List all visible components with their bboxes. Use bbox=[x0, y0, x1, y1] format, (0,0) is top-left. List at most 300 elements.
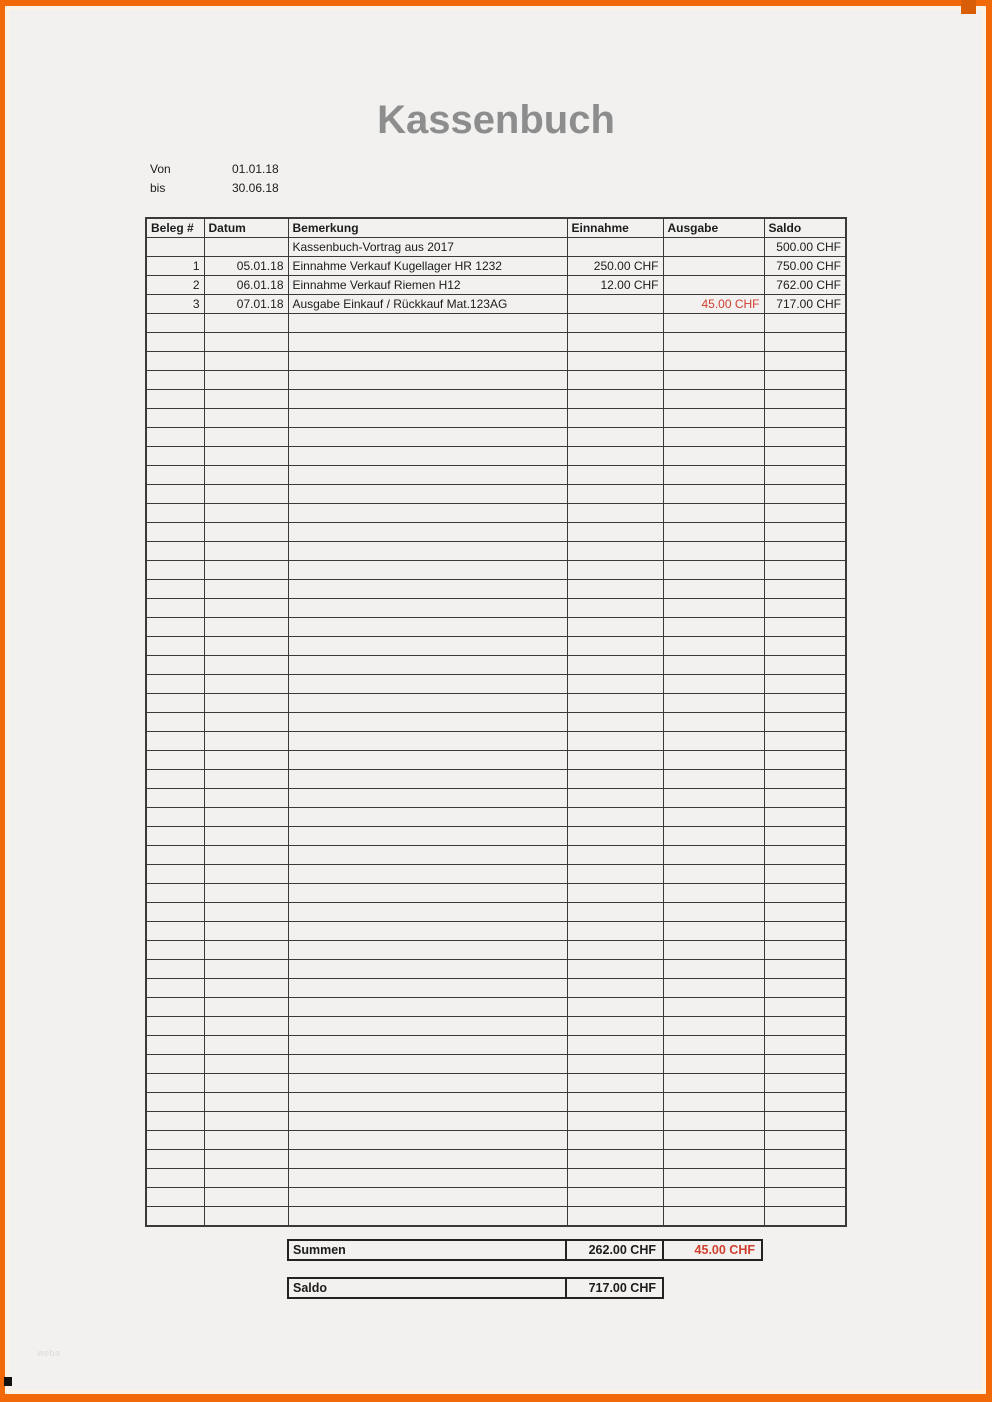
cell-einnahme[interactable] bbox=[567, 1093, 663, 1112]
cell-ausgabe[interactable] bbox=[663, 637, 764, 656]
cell-datum[interactable] bbox=[204, 390, 288, 409]
cell-saldo[interactable] bbox=[764, 352, 846, 371]
cell-ausgabe[interactable] bbox=[663, 865, 764, 884]
cell-ausgabe[interactable] bbox=[663, 1150, 764, 1169]
cell-beleg[interactable] bbox=[146, 1188, 204, 1207]
cell-einnahme[interactable] bbox=[567, 865, 663, 884]
cell-einnahme[interactable] bbox=[567, 808, 663, 827]
cell-beleg[interactable] bbox=[146, 352, 204, 371]
cell-bemerkung[interactable] bbox=[288, 314, 567, 333]
cell-beleg[interactable] bbox=[146, 865, 204, 884]
cell-ausgabe[interactable] bbox=[663, 523, 764, 542]
cell-bemerkung[interactable] bbox=[288, 542, 567, 561]
cell-datum[interactable] bbox=[204, 618, 288, 637]
cell-einnahme[interactable] bbox=[567, 1074, 663, 1093]
cell-beleg[interactable] bbox=[146, 789, 204, 808]
cell-saldo[interactable] bbox=[764, 808, 846, 827]
cell-datum[interactable] bbox=[204, 1112, 288, 1131]
cell-bemerkung[interactable] bbox=[288, 1055, 567, 1074]
cell-bemerkung[interactable] bbox=[288, 390, 567, 409]
cell-saldo[interactable] bbox=[764, 656, 846, 675]
cell-bemerkung[interactable] bbox=[288, 789, 567, 808]
cell-einnahme[interactable] bbox=[567, 314, 663, 333]
cell-ausgabe[interactable] bbox=[663, 713, 764, 732]
cell-datum[interactable] bbox=[204, 1074, 288, 1093]
cell-beleg[interactable] bbox=[146, 485, 204, 504]
cell-einnahme[interactable] bbox=[567, 409, 663, 428]
cell-bemerkung[interactable] bbox=[288, 1074, 567, 1093]
cell-datum[interactable] bbox=[204, 1055, 288, 1074]
cell-datum[interactable] bbox=[204, 675, 288, 694]
cell-bemerkung[interactable] bbox=[288, 941, 567, 960]
cell-beleg[interactable] bbox=[146, 846, 204, 865]
cell-ausgabe[interactable] bbox=[663, 1074, 764, 1093]
cell-bemerkung[interactable] bbox=[288, 447, 567, 466]
cell-datum[interactable] bbox=[204, 903, 288, 922]
cell-ausgabe[interactable] bbox=[663, 390, 764, 409]
cell-datum[interactable] bbox=[204, 941, 288, 960]
cell-ausgabe[interactable] bbox=[663, 732, 764, 751]
cell-bemerkung[interactable] bbox=[288, 1188, 567, 1207]
cell-beleg[interactable] bbox=[146, 523, 204, 542]
cell-bemerkung[interactable] bbox=[288, 922, 567, 941]
cell-bemerkung[interactable] bbox=[288, 580, 567, 599]
cell-datum[interactable] bbox=[204, 523, 288, 542]
cell-beleg[interactable] bbox=[146, 713, 204, 732]
cell-ausgabe[interactable] bbox=[663, 1036, 764, 1055]
cell-saldo[interactable] bbox=[764, 314, 846, 333]
cell-beleg[interactable] bbox=[146, 1074, 204, 1093]
cell-beleg[interactable] bbox=[146, 314, 204, 333]
cell-bemerkung[interactable] bbox=[288, 1093, 567, 1112]
cell-beleg[interactable] bbox=[146, 580, 204, 599]
cell-saldo[interactable] bbox=[764, 580, 846, 599]
cell-ausgabe[interactable] bbox=[663, 618, 764, 637]
cell-einnahme[interactable] bbox=[567, 371, 663, 390]
cell-beleg[interactable] bbox=[146, 409, 204, 428]
cell-saldo[interactable] bbox=[764, 1112, 846, 1131]
cell-bemerkung[interactable] bbox=[288, 846, 567, 865]
cell-beleg[interactable] bbox=[146, 1036, 204, 1055]
cell-beleg[interactable] bbox=[146, 1017, 204, 1036]
cell-datum[interactable] bbox=[204, 998, 288, 1017]
cell-beleg[interactable] bbox=[146, 732, 204, 751]
cell-ausgabe[interactable] bbox=[663, 1112, 764, 1131]
cell-saldo[interactable] bbox=[764, 409, 846, 428]
cell-einnahme[interactable] bbox=[567, 1017, 663, 1036]
cell-saldo[interactable] bbox=[764, 675, 846, 694]
cell-beleg[interactable] bbox=[146, 599, 204, 618]
cell-beleg[interactable] bbox=[146, 447, 204, 466]
cell-saldo[interactable] bbox=[764, 1188, 846, 1207]
cell-bemerkung[interactable] bbox=[288, 808, 567, 827]
cell-ausgabe[interactable] bbox=[663, 960, 764, 979]
cell-einnahme[interactable] bbox=[567, 998, 663, 1017]
cell-ausgabe[interactable] bbox=[663, 827, 764, 846]
cell-ausgabe[interactable] bbox=[663, 789, 764, 808]
cell-saldo[interactable] bbox=[764, 428, 846, 447]
cell-saldo[interactable] bbox=[764, 979, 846, 998]
cell-datum[interactable] bbox=[204, 1207, 288, 1226]
cell-saldo[interactable] bbox=[764, 504, 846, 523]
cell-datum[interactable] bbox=[204, 751, 288, 770]
cell-einnahme[interactable] bbox=[567, 1188, 663, 1207]
cell-datum[interactable] bbox=[204, 770, 288, 789]
cell-ausgabe[interactable] bbox=[663, 409, 764, 428]
cell-einnahme[interactable] bbox=[567, 466, 663, 485]
cell-saldo[interactable] bbox=[764, 1093, 846, 1112]
cell-einnahme[interactable] bbox=[567, 656, 663, 675]
cell-einnahme[interactable] bbox=[567, 1169, 663, 1188]
cell-bemerkung[interactable] bbox=[288, 599, 567, 618]
cell-bemerkung[interactable] bbox=[288, 523, 567, 542]
cell-beleg[interactable] bbox=[146, 979, 204, 998]
cell-ausgabe[interactable] bbox=[663, 1017, 764, 1036]
cell-beleg[interactable] bbox=[146, 1169, 204, 1188]
cell-einnahme[interactable] bbox=[567, 1036, 663, 1055]
cell-bemerkung[interactable] bbox=[288, 618, 567, 637]
cell-beleg[interactable] bbox=[146, 675, 204, 694]
cell-saldo[interactable] bbox=[764, 333, 846, 352]
cell-einnahme[interactable] bbox=[567, 751, 663, 770]
cell-bemerkung[interactable] bbox=[288, 884, 567, 903]
cell-datum[interactable] bbox=[204, 979, 288, 998]
cell-bemerkung[interactable] bbox=[288, 352, 567, 371]
cell-beleg[interactable] bbox=[146, 1093, 204, 1112]
cell-datum[interactable] bbox=[204, 1093, 288, 1112]
cell-ausgabe[interactable] bbox=[663, 770, 764, 789]
cell-bemerkung[interactable] bbox=[288, 409, 567, 428]
cell-bemerkung[interactable] bbox=[288, 979, 567, 998]
cell-beleg[interactable] bbox=[146, 618, 204, 637]
cell-ausgabe[interactable] bbox=[663, 675, 764, 694]
cell-saldo[interactable] bbox=[764, 542, 846, 561]
cell-bemerkung[interactable] bbox=[288, 827, 567, 846]
cell-beleg[interactable] bbox=[146, 998, 204, 1017]
period-to-value[interactable]: 30.06.18 bbox=[232, 181, 279, 195]
cell-ausgabe[interactable] bbox=[663, 352, 764, 371]
cell-beleg[interactable] bbox=[146, 466, 204, 485]
cell-einnahme[interactable] bbox=[567, 428, 663, 447]
cell-beleg[interactable] bbox=[146, 903, 204, 922]
cell-datum[interactable] bbox=[204, 542, 288, 561]
cell-ausgabe[interactable] bbox=[663, 485, 764, 504]
cell-einnahme[interactable] bbox=[567, 713, 663, 732]
cell-datum[interactable] bbox=[204, 409, 288, 428]
cell-einnahme[interactable] bbox=[567, 333, 663, 352]
cell-einnahme[interactable] bbox=[567, 352, 663, 371]
cell-ausgabe[interactable] bbox=[663, 580, 764, 599]
cell-ausgabe[interactable] bbox=[663, 979, 764, 998]
cell-beleg[interactable] bbox=[146, 390, 204, 409]
cell-ausgabe[interactable] bbox=[663, 846, 764, 865]
cell-datum[interactable] bbox=[204, 637, 288, 656]
cell-einnahme[interactable] bbox=[567, 1112, 663, 1131]
cell-ausgabe[interactable] bbox=[663, 941, 764, 960]
cell-ausgabe[interactable] bbox=[663, 751, 764, 770]
cell-ausgabe[interactable] bbox=[663, 447, 764, 466]
cell-datum[interactable] bbox=[204, 922, 288, 941]
cell-datum[interactable] bbox=[204, 238, 288, 257]
cell-saldo[interactable] bbox=[764, 1150, 846, 1169]
cell-bemerkung[interactable] bbox=[288, 333, 567, 352]
cell-bemerkung[interactable] bbox=[288, 1150, 567, 1169]
cell-datum[interactable] bbox=[204, 1131, 288, 1150]
cell-bemerkung[interactable] bbox=[288, 485, 567, 504]
cell-einnahme[interactable] bbox=[567, 789, 663, 808]
cell-datum[interactable] bbox=[204, 333, 288, 352]
cell-ausgabe[interactable] bbox=[663, 808, 764, 827]
cell-saldo[interactable] bbox=[764, 371, 846, 390]
cell-saldo[interactable] bbox=[764, 390, 846, 409]
cell-datum[interactable] bbox=[204, 1150, 288, 1169]
cell-einnahme[interactable] bbox=[567, 523, 663, 542]
cell-ausgabe[interactable] bbox=[663, 257, 764, 276]
cell-bemerkung[interactable] bbox=[288, 504, 567, 523]
cell-datum[interactable] bbox=[204, 1017, 288, 1036]
cell-einnahme[interactable] bbox=[567, 960, 663, 979]
cell-beleg[interactable] bbox=[146, 1055, 204, 1074]
cell-bemerkung[interactable] bbox=[288, 1036, 567, 1055]
cell-ausgabe[interactable] bbox=[663, 428, 764, 447]
cell-einnahme[interactable] bbox=[567, 1055, 663, 1074]
cell-einnahme[interactable] bbox=[567, 846, 663, 865]
cell-beleg[interactable] bbox=[146, 1112, 204, 1131]
cell-bemerkung[interactable] bbox=[288, 732, 567, 751]
cell-einnahme[interactable] bbox=[567, 979, 663, 998]
cell-saldo[interactable] bbox=[764, 1055, 846, 1074]
cell-bemerkung[interactable] bbox=[288, 713, 567, 732]
cell-saldo[interactable] bbox=[764, 865, 846, 884]
cell-saldo[interactable] bbox=[764, 485, 846, 504]
cell-datum[interactable] bbox=[204, 960, 288, 979]
cell-ausgabe[interactable] bbox=[663, 922, 764, 941]
cell-beleg[interactable] bbox=[146, 238, 204, 257]
cell-saldo[interactable] bbox=[764, 1017, 846, 1036]
cell-ausgabe[interactable] bbox=[663, 276, 764, 295]
cell-ausgabe[interactable] bbox=[663, 884, 764, 903]
cell-saldo[interactable] bbox=[764, 941, 846, 960]
cell-saldo[interactable] bbox=[764, 827, 846, 846]
cell-datum[interactable] bbox=[204, 846, 288, 865]
cell-beleg[interactable] bbox=[146, 371, 204, 390]
cell-saldo[interactable] bbox=[764, 789, 846, 808]
cell-ausgabe[interactable] bbox=[663, 371, 764, 390]
cell-saldo[interactable] bbox=[764, 523, 846, 542]
column-header-saldo: Saldo bbox=[764, 218, 846, 238]
cell-beleg[interactable] bbox=[146, 770, 204, 789]
cell-bemerkung[interactable] bbox=[288, 1017, 567, 1036]
cell-ausgabe[interactable] bbox=[663, 599, 764, 618]
cell-datum[interactable] bbox=[204, 599, 288, 618]
cell-einnahme[interactable] bbox=[567, 295, 663, 314]
cell-ausgabe[interactable] bbox=[663, 542, 764, 561]
cell-datum[interactable] bbox=[204, 371, 288, 390]
cell-saldo[interactable] bbox=[764, 1131, 846, 1150]
cell-einnahme[interactable] bbox=[567, 390, 663, 409]
cell-saldo[interactable] bbox=[764, 599, 846, 618]
cell-einnahme[interactable] bbox=[567, 941, 663, 960]
cell-datum[interactable] bbox=[204, 656, 288, 675]
cell-ausgabe[interactable] bbox=[663, 1207, 764, 1226]
cell-einnahme[interactable] bbox=[567, 694, 663, 713]
cell-datum[interactable] bbox=[204, 561, 288, 580]
cell-saldo[interactable] bbox=[764, 960, 846, 979]
cell-ausgabe[interactable] bbox=[663, 998, 764, 1017]
cell-bemerkung[interactable] bbox=[288, 656, 567, 675]
cell-beleg[interactable] bbox=[146, 694, 204, 713]
cell-einnahme[interactable] bbox=[567, 770, 663, 789]
cell-bemerkung[interactable] bbox=[288, 1169, 567, 1188]
cell-einnahme[interactable] bbox=[567, 637, 663, 656]
cell-einnahme[interactable] bbox=[567, 675, 663, 694]
cell-saldo[interactable] bbox=[764, 1169, 846, 1188]
cell-einnahme[interactable] bbox=[567, 618, 663, 637]
cell-einnahme[interactable] bbox=[567, 903, 663, 922]
cell-saldo[interactable] bbox=[764, 637, 846, 656]
cell-beleg[interactable] bbox=[146, 922, 204, 941]
cell-saldo[interactable] bbox=[764, 903, 846, 922]
cell-saldo[interactable] bbox=[764, 1074, 846, 1093]
cell-datum[interactable] bbox=[204, 485, 288, 504]
cell-bemerkung[interactable] bbox=[288, 1207, 567, 1226]
cell-saldo[interactable] bbox=[764, 561, 846, 580]
cell-datum[interactable] bbox=[204, 447, 288, 466]
cell-einnahme[interactable] bbox=[567, 542, 663, 561]
cell-beleg[interactable] bbox=[146, 827, 204, 846]
cell-saldo[interactable] bbox=[764, 1036, 846, 1055]
cell-bemerkung[interactable] bbox=[288, 1112, 567, 1131]
cell-datum[interactable] bbox=[204, 1036, 288, 1055]
cell-bemerkung[interactable] bbox=[288, 751, 567, 770]
cell-ausgabe[interactable] bbox=[663, 656, 764, 675]
cell-saldo[interactable] bbox=[764, 751, 846, 770]
cell-beleg[interactable] bbox=[146, 941, 204, 960]
cell-saldo[interactable] bbox=[764, 922, 846, 941]
cell-ausgabe[interactable] bbox=[663, 1093, 764, 1112]
cell-einnahme[interactable] bbox=[567, 732, 663, 751]
cell-einnahme[interactable] bbox=[567, 561, 663, 580]
cell-einnahme[interactable] bbox=[567, 485, 663, 504]
cell-beleg[interactable] bbox=[146, 751, 204, 770]
cell-ausgabe[interactable] bbox=[663, 314, 764, 333]
cell-bemerkung[interactable] bbox=[288, 960, 567, 979]
cell-beleg[interactable] bbox=[146, 504, 204, 523]
cell-einnahme[interactable] bbox=[567, 504, 663, 523]
cell-ausgabe[interactable] bbox=[663, 466, 764, 485]
cell-beleg[interactable] bbox=[146, 428, 204, 447]
cell-einnahme[interactable] bbox=[567, 238, 663, 257]
cell-datum[interactable] bbox=[204, 466, 288, 485]
cell-bemerkung[interactable] bbox=[288, 428, 567, 447]
cell-saldo[interactable] bbox=[764, 618, 846, 637]
cell-datum[interactable] bbox=[204, 884, 288, 903]
cell-beleg[interactable] bbox=[146, 884, 204, 903]
cell-einnahme[interactable] bbox=[567, 1150, 663, 1169]
cell-beleg[interactable] bbox=[146, 561, 204, 580]
cell-datum[interactable] bbox=[204, 827, 288, 846]
cell-beleg[interactable] bbox=[146, 656, 204, 675]
cell-datum[interactable] bbox=[204, 713, 288, 732]
cell-bemerkung[interactable] bbox=[288, 675, 567, 694]
cell-bemerkung[interactable] bbox=[288, 466, 567, 485]
empty-row bbox=[146, 466, 846, 485]
cell-datum[interactable] bbox=[204, 314, 288, 333]
cell-ausgabe[interactable] bbox=[663, 504, 764, 523]
cell-saldo[interactable] bbox=[764, 466, 846, 485]
cell-datum[interactable] bbox=[204, 789, 288, 808]
cell-bemerkung[interactable] bbox=[288, 998, 567, 1017]
cell-bemerkung[interactable] bbox=[288, 371, 567, 390]
cell-datum[interactable] bbox=[204, 732, 288, 751]
cell-bemerkung[interactable] bbox=[288, 1131, 567, 1150]
cell-ausgabe[interactable] bbox=[663, 1188, 764, 1207]
cell-bemerkung[interactable] bbox=[288, 694, 567, 713]
cell-bemerkung[interactable] bbox=[288, 770, 567, 789]
cell-beleg[interactable] bbox=[146, 1150, 204, 1169]
cell-datum[interactable] bbox=[204, 428, 288, 447]
cell-ausgabe[interactable] bbox=[663, 694, 764, 713]
cell-datum[interactable] bbox=[204, 865, 288, 884]
cell-bemerkung[interactable] bbox=[288, 561, 567, 580]
cell-einnahme[interactable] bbox=[567, 599, 663, 618]
cell-saldo[interactable] bbox=[764, 846, 846, 865]
cell-beleg[interactable] bbox=[146, 542, 204, 561]
cell-datum[interactable] bbox=[204, 1169, 288, 1188]
cell-einnahme[interactable] bbox=[567, 922, 663, 941]
cell-beleg[interactable] bbox=[146, 333, 204, 352]
cell-bemerkung[interactable] bbox=[288, 903, 567, 922]
cell-saldo[interactable] bbox=[764, 1207, 846, 1226]
cell-datum[interactable] bbox=[204, 808, 288, 827]
cell-einnahme[interactable] bbox=[567, 447, 663, 466]
cell-einnahme[interactable] bbox=[567, 580, 663, 599]
cell-bemerkung[interactable] bbox=[288, 865, 567, 884]
table-row bbox=[146, 276, 846, 295]
cell-einnahme[interactable] bbox=[567, 884, 663, 903]
cell-saldo[interactable] bbox=[764, 447, 846, 466]
cell-einnahme[interactable] bbox=[567, 827, 663, 846]
cell-beleg[interactable] bbox=[146, 960, 204, 979]
cell-datum[interactable] bbox=[204, 580, 288, 599]
cell-ausgabe[interactable] bbox=[663, 1169, 764, 1188]
cell-ausgabe[interactable] bbox=[663, 238, 764, 257]
cell-saldo[interactable] bbox=[764, 694, 846, 713]
cell-saldo[interactable] bbox=[764, 732, 846, 751]
cell-einnahme[interactable] bbox=[567, 1131, 663, 1150]
cell-beleg[interactable] bbox=[146, 1131, 204, 1150]
cell-ausgabe[interactable] bbox=[663, 333, 764, 352]
cell-ausgabe[interactable] bbox=[663, 561, 764, 580]
cell-datum[interactable] bbox=[204, 352, 288, 371]
cell-datum[interactable] bbox=[204, 694, 288, 713]
cell-einnahme[interactable] bbox=[567, 1207, 663, 1226]
cell-ausgabe[interactable] bbox=[663, 1131, 764, 1150]
period-from-value[interactable]: 01.01.18 bbox=[232, 162, 279, 176]
cell-beleg[interactable] bbox=[146, 637, 204, 656]
cell-datum[interactable] bbox=[204, 1188, 288, 1207]
cell-ausgabe[interactable] bbox=[663, 1055, 764, 1074]
cell-saldo[interactable] bbox=[764, 770, 846, 789]
cell-beleg[interactable] bbox=[146, 1207, 204, 1226]
cell-beleg[interactable] bbox=[146, 808, 204, 827]
cell-bemerkung[interactable] bbox=[288, 637, 567, 656]
cell-datum[interactable] bbox=[204, 504, 288, 523]
cell-saldo[interactable] bbox=[764, 713, 846, 732]
cell-saldo[interactable] bbox=[764, 998, 846, 1017]
cell-ausgabe[interactable] bbox=[663, 903, 764, 922]
cell-saldo[interactable] bbox=[764, 884, 846, 903]
